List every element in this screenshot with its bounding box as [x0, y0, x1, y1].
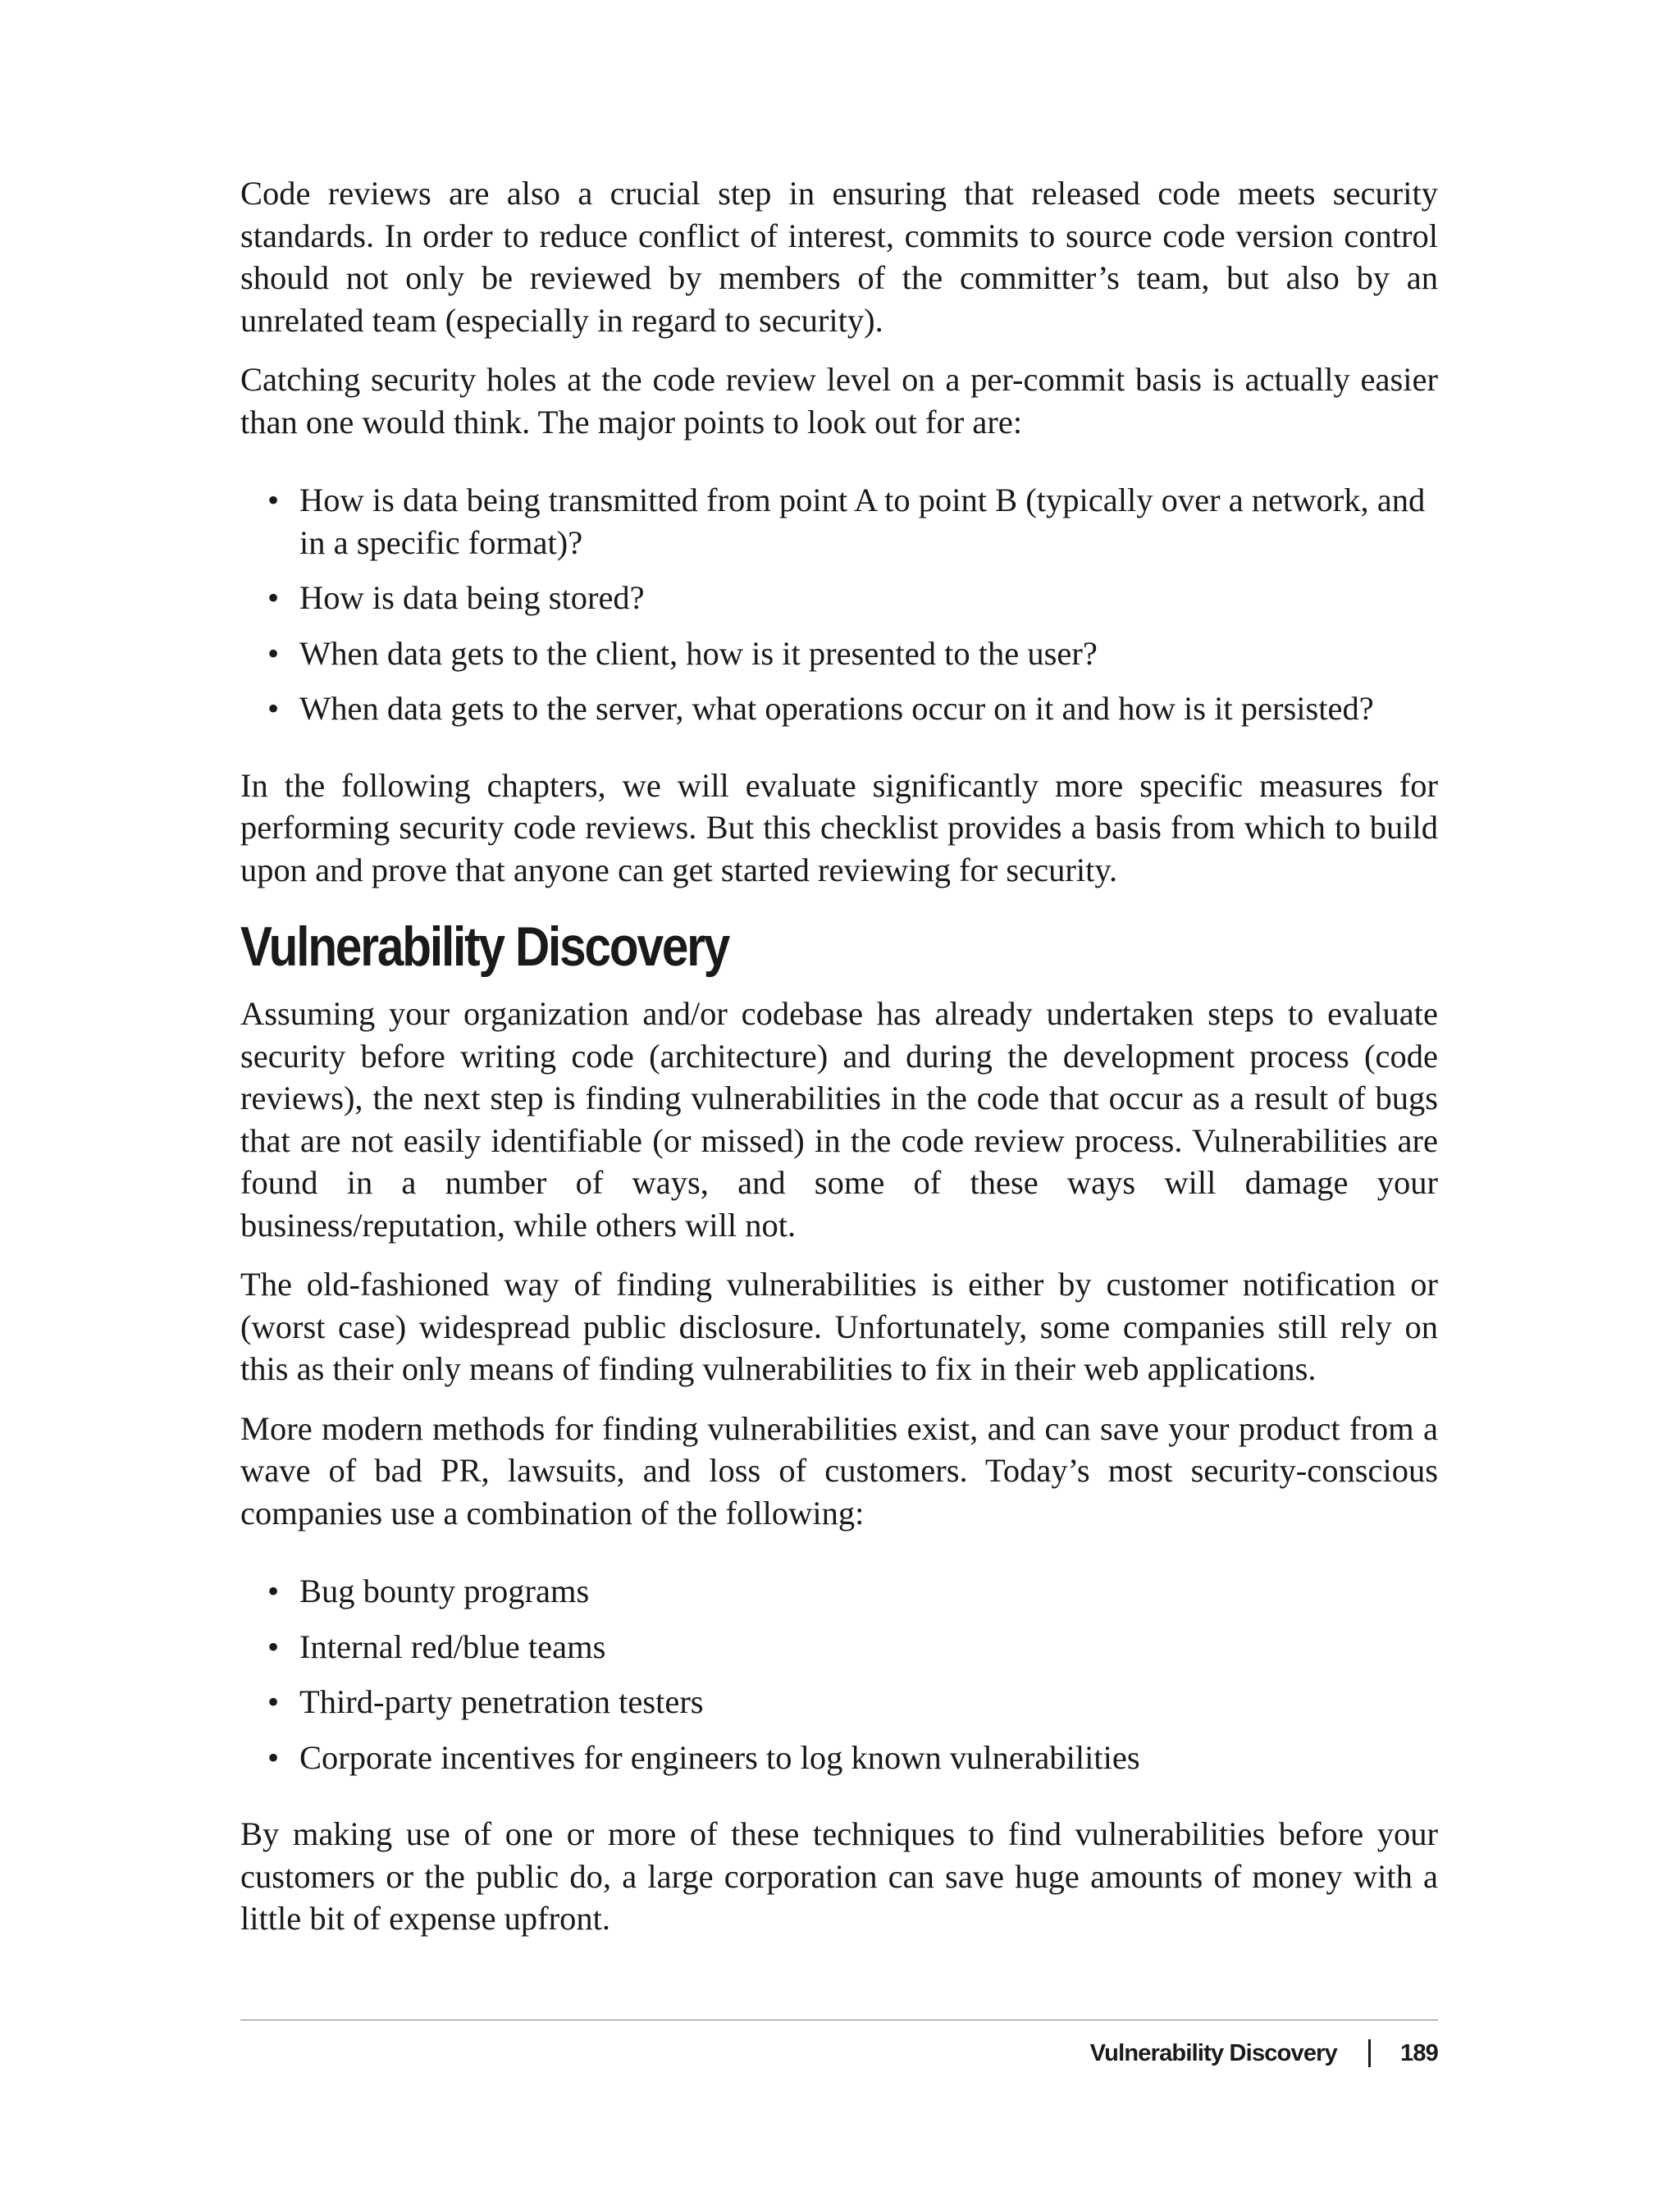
- page-content: [240, 172, 1438, 1957]
- review-checklist-list: [240, 479, 1438, 730]
- list-item: • How is data being transmitted from point A to point B (typically over a network, and in a specific format)?: [240, 479, 1438, 564]
- list-item: • When data gets to the server, what operations occur on it and how is it persisted?: [240, 687, 1438, 730]
- paragraph-modern-methods: More modern methods for finding vulnerabilities exist, and can save your product from a wave of bad PR, lawsuits, and loss of customers. Today’s most security-conscious companies use a combination of the following:: [240, 1409, 1438, 1532]
- paragraph-assuming-organization: Assuming your organization and/or codebase has already undertaken steps to evaluate security before writing code (architecture) and during the development process (code reviews), the next step is finding vulnerabilities in the code that occur as a result of bugs that are not easily identifiable (or missed) in the code review process. Vulnerabilities are found in a number of ways, and some of these ways will damage your business/reputation, while others will not.: [240, 995, 1438, 1244]
- discovery-methods-list: [240, 1570, 1438, 1778]
- paragraph-making-use: By making use of one or more of these techniques to find vulnerabilities before your customers or the public do, a large corporation can save huge amounts of money with a little bit of expense upfront.: [240, 1815, 1438, 1937]
- list-item: • Internal red/blue teams: [240, 1626, 1438, 1669]
- paragraph-code-reviews: Code reviews are also a crucial step in ensuring that released code meets security standards. In order to reduce conflict of interest, commits to source code version control should not only be reviewed by members of the committer’s team, but also by an unrelated team (especially in regard to security).: [240, 175, 1438, 339]
- list-item: • Bug bounty programs: [240, 1570, 1438, 1613]
- paragraph-old-fashioned-way: The old-fashioned way of finding vulnerabilities is either by customer notification or (worst case) widespread public disclosure. Unfortunately, some companies still rely on this as their only means of finding vulnerabilities to fix in their web applications.: [240, 1266, 1438, 1387]
- running-title: Vulnerability Discovery: [1089, 2039, 1337, 2066]
- paragraph-following-chapters: In the following chapters, we will evaluate significantly more specific measures for performing security code reviews. But this checklist provides a basis from which to build upon and prove that anyone can get started reviewing for security.: [240, 766, 1438, 888]
- list-item: • Third-party penetration testers: [240, 1681, 1438, 1723]
- list-item: • How is data being stored?: [240, 577, 1438, 619]
- paragraph-catching-security-holes: Catching security holes at the code review level on a per-commit basis is actually easier than one would think. The major points to look out for are:: [240, 361, 1438, 441]
- footer-separator: [1368, 2039, 1371, 2067]
- list-item: • Corporate incentives for engineers to log known vulnerabilities: [240, 1737, 1438, 1779]
- section-heading: Vulnerability Discovery: [240, 915, 729, 978]
- page-footer: [1090, 2032, 1438, 2075]
- list-item: • When data gets to the client, how is it presented to the user?: [240, 632, 1438, 675]
- page-number: 189: [1400, 2039, 1438, 2066]
